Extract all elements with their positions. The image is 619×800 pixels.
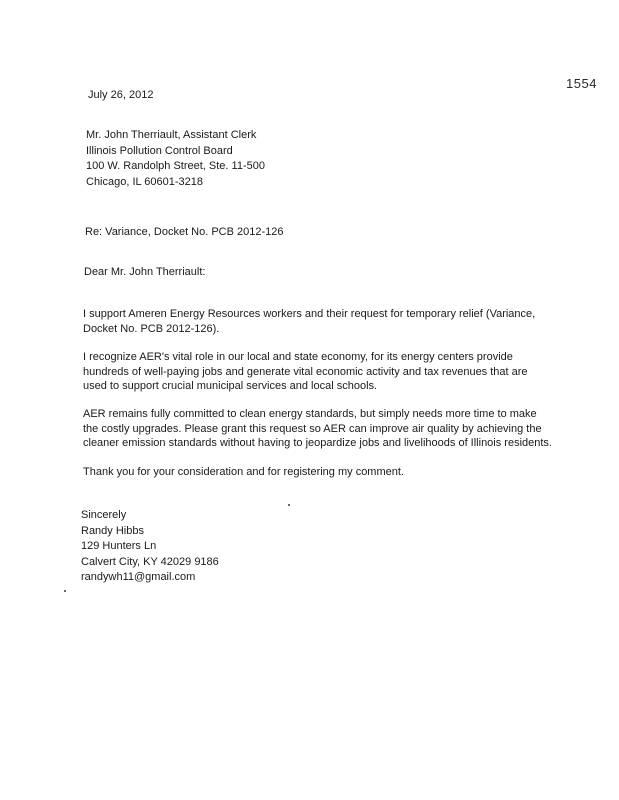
recipient-street: 100 W. Randolph Street, Ste. 11-500 bbox=[86, 160, 265, 172]
paragraph-line: cleaner emission standards without having to jeopardize jobs and livelihoods of Illinois residents. bbox=[83, 437, 552, 449]
paragraph-line: I support Ameren Energy Resources workers and their request for temporary relief (Variance, bbox=[83, 308, 536, 320]
scan-speck bbox=[288, 504, 290, 506]
letter-date: July 26, 2012 bbox=[88, 89, 154, 101]
page-number: 1554 bbox=[566, 76, 597, 91]
salutation: Dear Mr. John Therriault: bbox=[84, 266, 206, 278]
subject-line: Re: Variance, Docket No. PCB 2012-126 bbox=[85, 226, 284, 238]
valediction: Sincerely bbox=[81, 509, 127, 521]
paragraph-thanks bbox=[83, 465, 593, 480]
paragraph-line: Docket No. PCB 2012-126). bbox=[83, 322, 220, 335]
sender-name: Randy Hibbs bbox=[81, 524, 144, 537]
sender-email: randywh11@gmail.com bbox=[81, 571, 196, 583]
paragraph-economy bbox=[83, 350, 593, 394]
recipient-address bbox=[86, 128, 265, 190]
paragraph-commitment bbox=[83, 407, 593, 451]
paragraph-line: I recognize AER's vital role in our local and state economy, for its energy centers provide bbox=[83, 351, 513, 363]
recipient-city: Chicago, IL 60601-3218 bbox=[86, 175, 204, 188]
scan-speck bbox=[64, 590, 66, 592]
paragraph-line: AER remains fully committed to clean energy standards, but simply needs more time to make bbox=[83, 408, 537, 420]
sender-street: 129 Hunters Ln bbox=[81, 540, 157, 552]
signature-block bbox=[81, 508, 219, 586]
sender-city: Calvert City, KY 42029 9186 bbox=[81, 555, 219, 568]
paragraph-line: used to support crucial municipal services and local schools. bbox=[83, 380, 378, 392]
paragraph-line: Thank you for your consideration and for registering my comment. bbox=[83, 466, 404, 478]
paragraph-support bbox=[83, 307, 593, 336]
paragraph-line: the costly upgrades. Please grant this request so AER can improve air quality by achieving the bbox=[83, 422, 542, 435]
recipient-name: Mr. John Therriault, Assistant Clerk bbox=[86, 129, 257, 141]
paragraph-line: hundreds of well-paying jobs and generate vital economic activity and tax revenues that are bbox=[83, 365, 528, 378]
recipient-organization: Illinois Pollution Control Board bbox=[86, 144, 233, 157]
